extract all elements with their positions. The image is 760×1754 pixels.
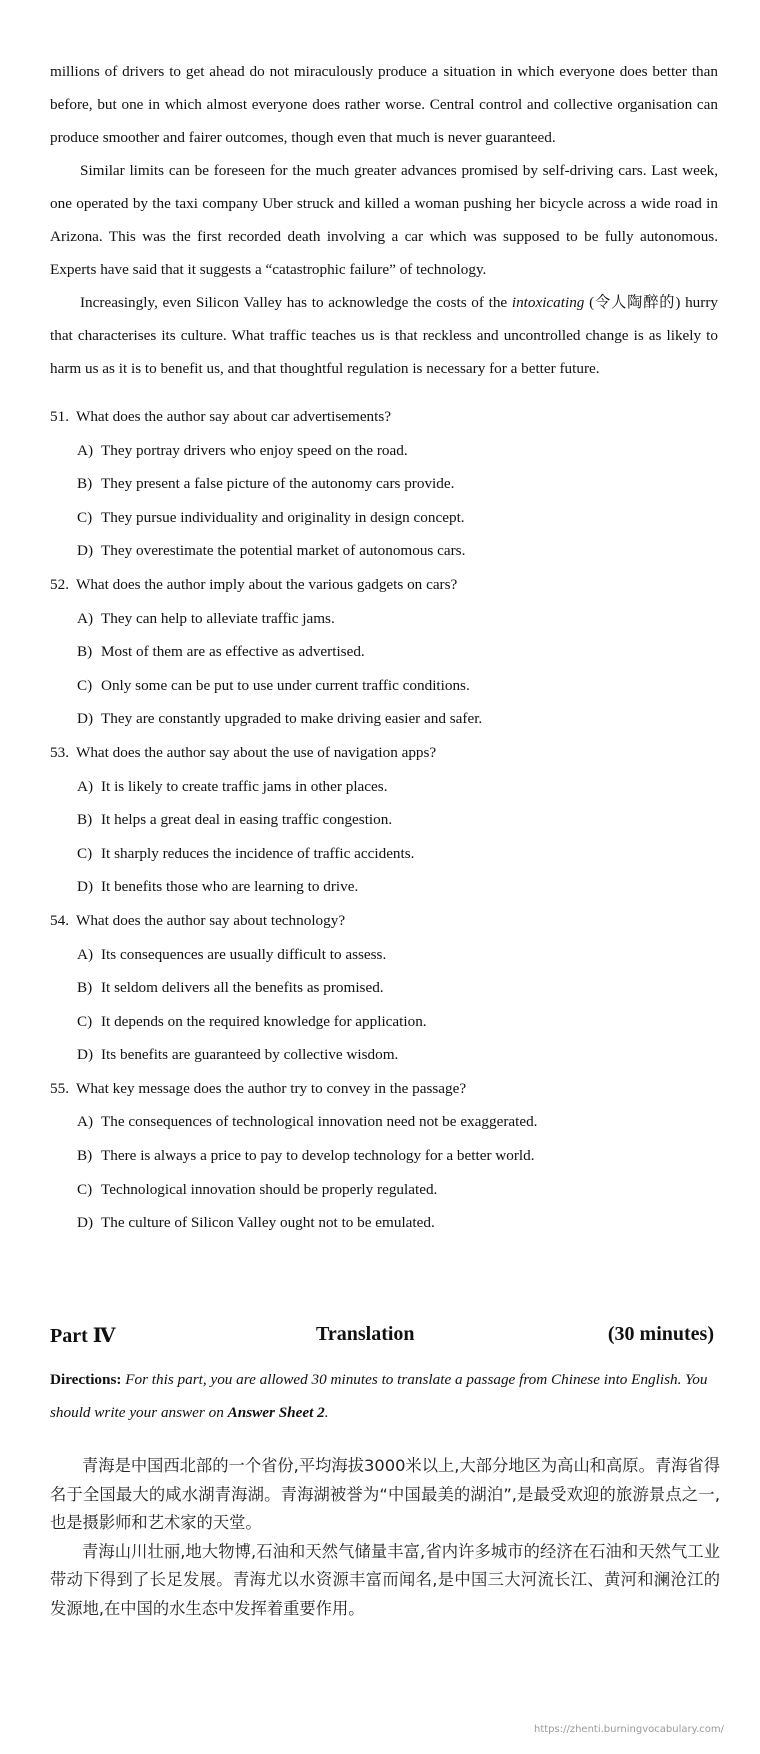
answer-option[interactable] [50,467,730,501]
reading-passage [50,55,718,385]
directions [50,1363,718,1429]
answer-option[interactable] [50,635,730,669]
passage-gloss: (令人陶醉的) [584,294,681,311]
option-text: Its benefits are guaranteed by collective wisdom. [101,1046,399,1064]
answer-option[interactable] [50,434,730,468]
option-text: It benefits those who are learning to drive. [101,878,359,896]
option-letter: B) [77,1147,93,1165]
option-letter: B) [77,643,93,661]
option-text: Its consequences are usually difficult to assess. [101,945,387,963]
option-letter: C) [77,1012,93,1030]
option-text: They pursue individuality and originality in design concept. [101,508,465,526]
option-text: Technological innovation should be properly regulated. [101,1180,438,1198]
question-text: What does the author imply about the various gadgets on cars? [76,575,458,593]
passage-paragraph-1: millions of drivers to get ahead do not miraculously produce a situation in which everyone does better than before, but one in which almost everyone does rather worse. Central control and collective organisation can produce smoother and fairer outcomes, though even that much is never guaranteed. [50,63,718,146]
option-letter: B) [77,811,93,829]
answer-option[interactable] [50,1005,730,1039]
option-text: Most of them are as effective as advertised. [101,643,365,661]
question-list [50,400,730,1240]
question-number: 55. [50,1079,69,1097]
passage-paragraph-2: Similar limits can be foreseen for the much greater advances promised by self-driving cars. Last week, one operated by the taxi company Uber struck and killed a woman pushing her bicycle across a wide road in Arizona. This was the first recorded death involving a car which was supposed to be fully autonomous. Experts have said that it suggests a “catastrophic failure” of technology. [50,162,718,278]
answer-option[interactable] [50,669,730,703]
option-letter: A) [77,945,94,963]
part-time: (30 minutes) [607,1323,714,1345]
option-text: They overestimate the potential market of autonomous cars. [101,542,466,560]
translation-passage [50,1452,720,1623]
option-text: It sharply reduces the incidence of traffic accidents. [101,844,415,862]
option-letter: C) [77,676,93,694]
source-url[interactable]: https://zhenti.burningvocabulary.com/ [534,1724,724,1735]
question-text: What key message does the author try to convey in the passage? [76,1079,467,1097]
answer-option[interactable] [50,1173,730,1207]
option-letter: A) [77,441,94,459]
option-letter: D) [77,1214,94,1232]
option-letter: A) [77,609,94,627]
option-text: It seldom delivers all the benefits as promised. [101,979,384,997]
option-text: They portray drivers who enjoy speed on the road. [101,441,408,459]
answer-option[interactable] [50,870,730,904]
passage-italic-word: intoxicating [511,294,585,311]
question-text: What does the author say about car advertisements? [76,408,392,425]
option-letter: A) [77,777,94,795]
question-stem [50,904,730,938]
directions-text-end: . [324,1404,329,1421]
option-letter: D) [77,1046,94,1064]
part-title: Translation [316,1323,415,1345]
passage-text: hurry that characterises its culture. What traffic teaches us is that reckless and uncontrolled change is as likely to harm us as it is to benefit us, and that thoughtful regulation is necessary for a better future. [50,294,718,377]
answer-sheet-ref: Answer Sheet 2 [227,1404,325,1421]
part-header [50,1323,714,1355]
answer-option[interactable] [50,837,730,871]
option-letter: B) [77,979,93,997]
option-letter: C) [77,844,93,862]
translation-paragraph-2: 青海山川壮丽,地大物博,石油和天然气储量丰富,省内许多城市的经济在石油和天然气工业带动下得到了长足发展。青海尤以水资源丰富而闻名,是中国三大河流长江、黄河和澜沧江的发源地,在中国的水生态中发挥着重要作用。 [50,1541,720,1618]
option-letter: B) [77,475,93,493]
option-letter: D) [77,878,94,896]
option-text: They present a false picture of the autonomy cars provide. [101,475,455,493]
option-letter: C) [77,1180,93,1198]
option-letter: C) [77,508,93,526]
directions-label: Directions: [50,1371,122,1388]
answer-option[interactable] [50,602,730,636]
question-stem [50,736,730,770]
answer-option[interactable] [50,1139,730,1173]
question-number: 51. [50,408,69,425]
question-number: 52. [50,575,69,593]
answer-option[interactable] [50,1206,730,1240]
option-text: It depends on the required knowledge for application. [101,1012,427,1030]
directions-text: For this part, you are allowed 30 minutes to translate a passage from Chinese into English. You should write your answer on [50,1371,708,1421]
option-text: They are constantly upgraded to make driving easier and safer. [101,710,483,728]
answer-option[interactable] [50,1105,730,1139]
passage-text: Increasingly, even Silicon Valley has to acknowledge the costs of the [80,294,512,311]
answer-option[interactable] [50,971,730,1005]
question-stem [50,568,730,602]
question-stem [50,1072,730,1106]
answer-option[interactable] [50,702,730,736]
question-stem [50,400,730,434]
question-text: What does the author say about technology? [76,911,346,929]
passage-paragraph-3 [50,286,718,385]
question-number: 54. [50,911,69,929]
option-text: They can help to alleviate traffic jams. [101,609,335,627]
answer-option[interactable] [50,501,730,535]
option-text: It helps a great deal in easing traffic congestion. [101,811,393,829]
option-letter: D) [77,710,94,728]
option-text: It is likely to create traffic jams in other places. [101,777,388,795]
question-text: What does the author say about the use of navigation apps? [76,743,437,761]
answer-option[interactable] [50,1038,730,1072]
option-text: Only some can be put to use under current traffic conditions. [101,676,470,694]
part-label: Part Ⅳ [50,1325,116,1347]
option-text: The culture of Silicon Valley ought not to be emulated. [101,1214,435,1232]
answer-option[interactable] [50,770,730,804]
option-text: The consequences of technological innovation need not be exaggerated. [101,1113,538,1131]
option-letter: A) [77,1113,94,1131]
answer-option[interactable] [50,534,730,568]
question-number: 53. [50,743,69,761]
answer-option[interactable] [50,803,730,837]
option-letter: D) [77,542,94,560]
option-text: There is always a price to pay to develop technology for a better world. [101,1147,535,1165]
answer-option[interactable] [50,938,730,972]
translation-paragraph-1: 青海是中国西北部的一个省份,平均海拔3000米以上,大部分地区为高山和高原。青海省得名于全国最大的咸水湖青海湖。青海湖被誉为“中国最美的湖泊”,是最受欢迎的旅游景点之一,也是摄影师和艺术家的天堂。 [50,1456,720,1532]
